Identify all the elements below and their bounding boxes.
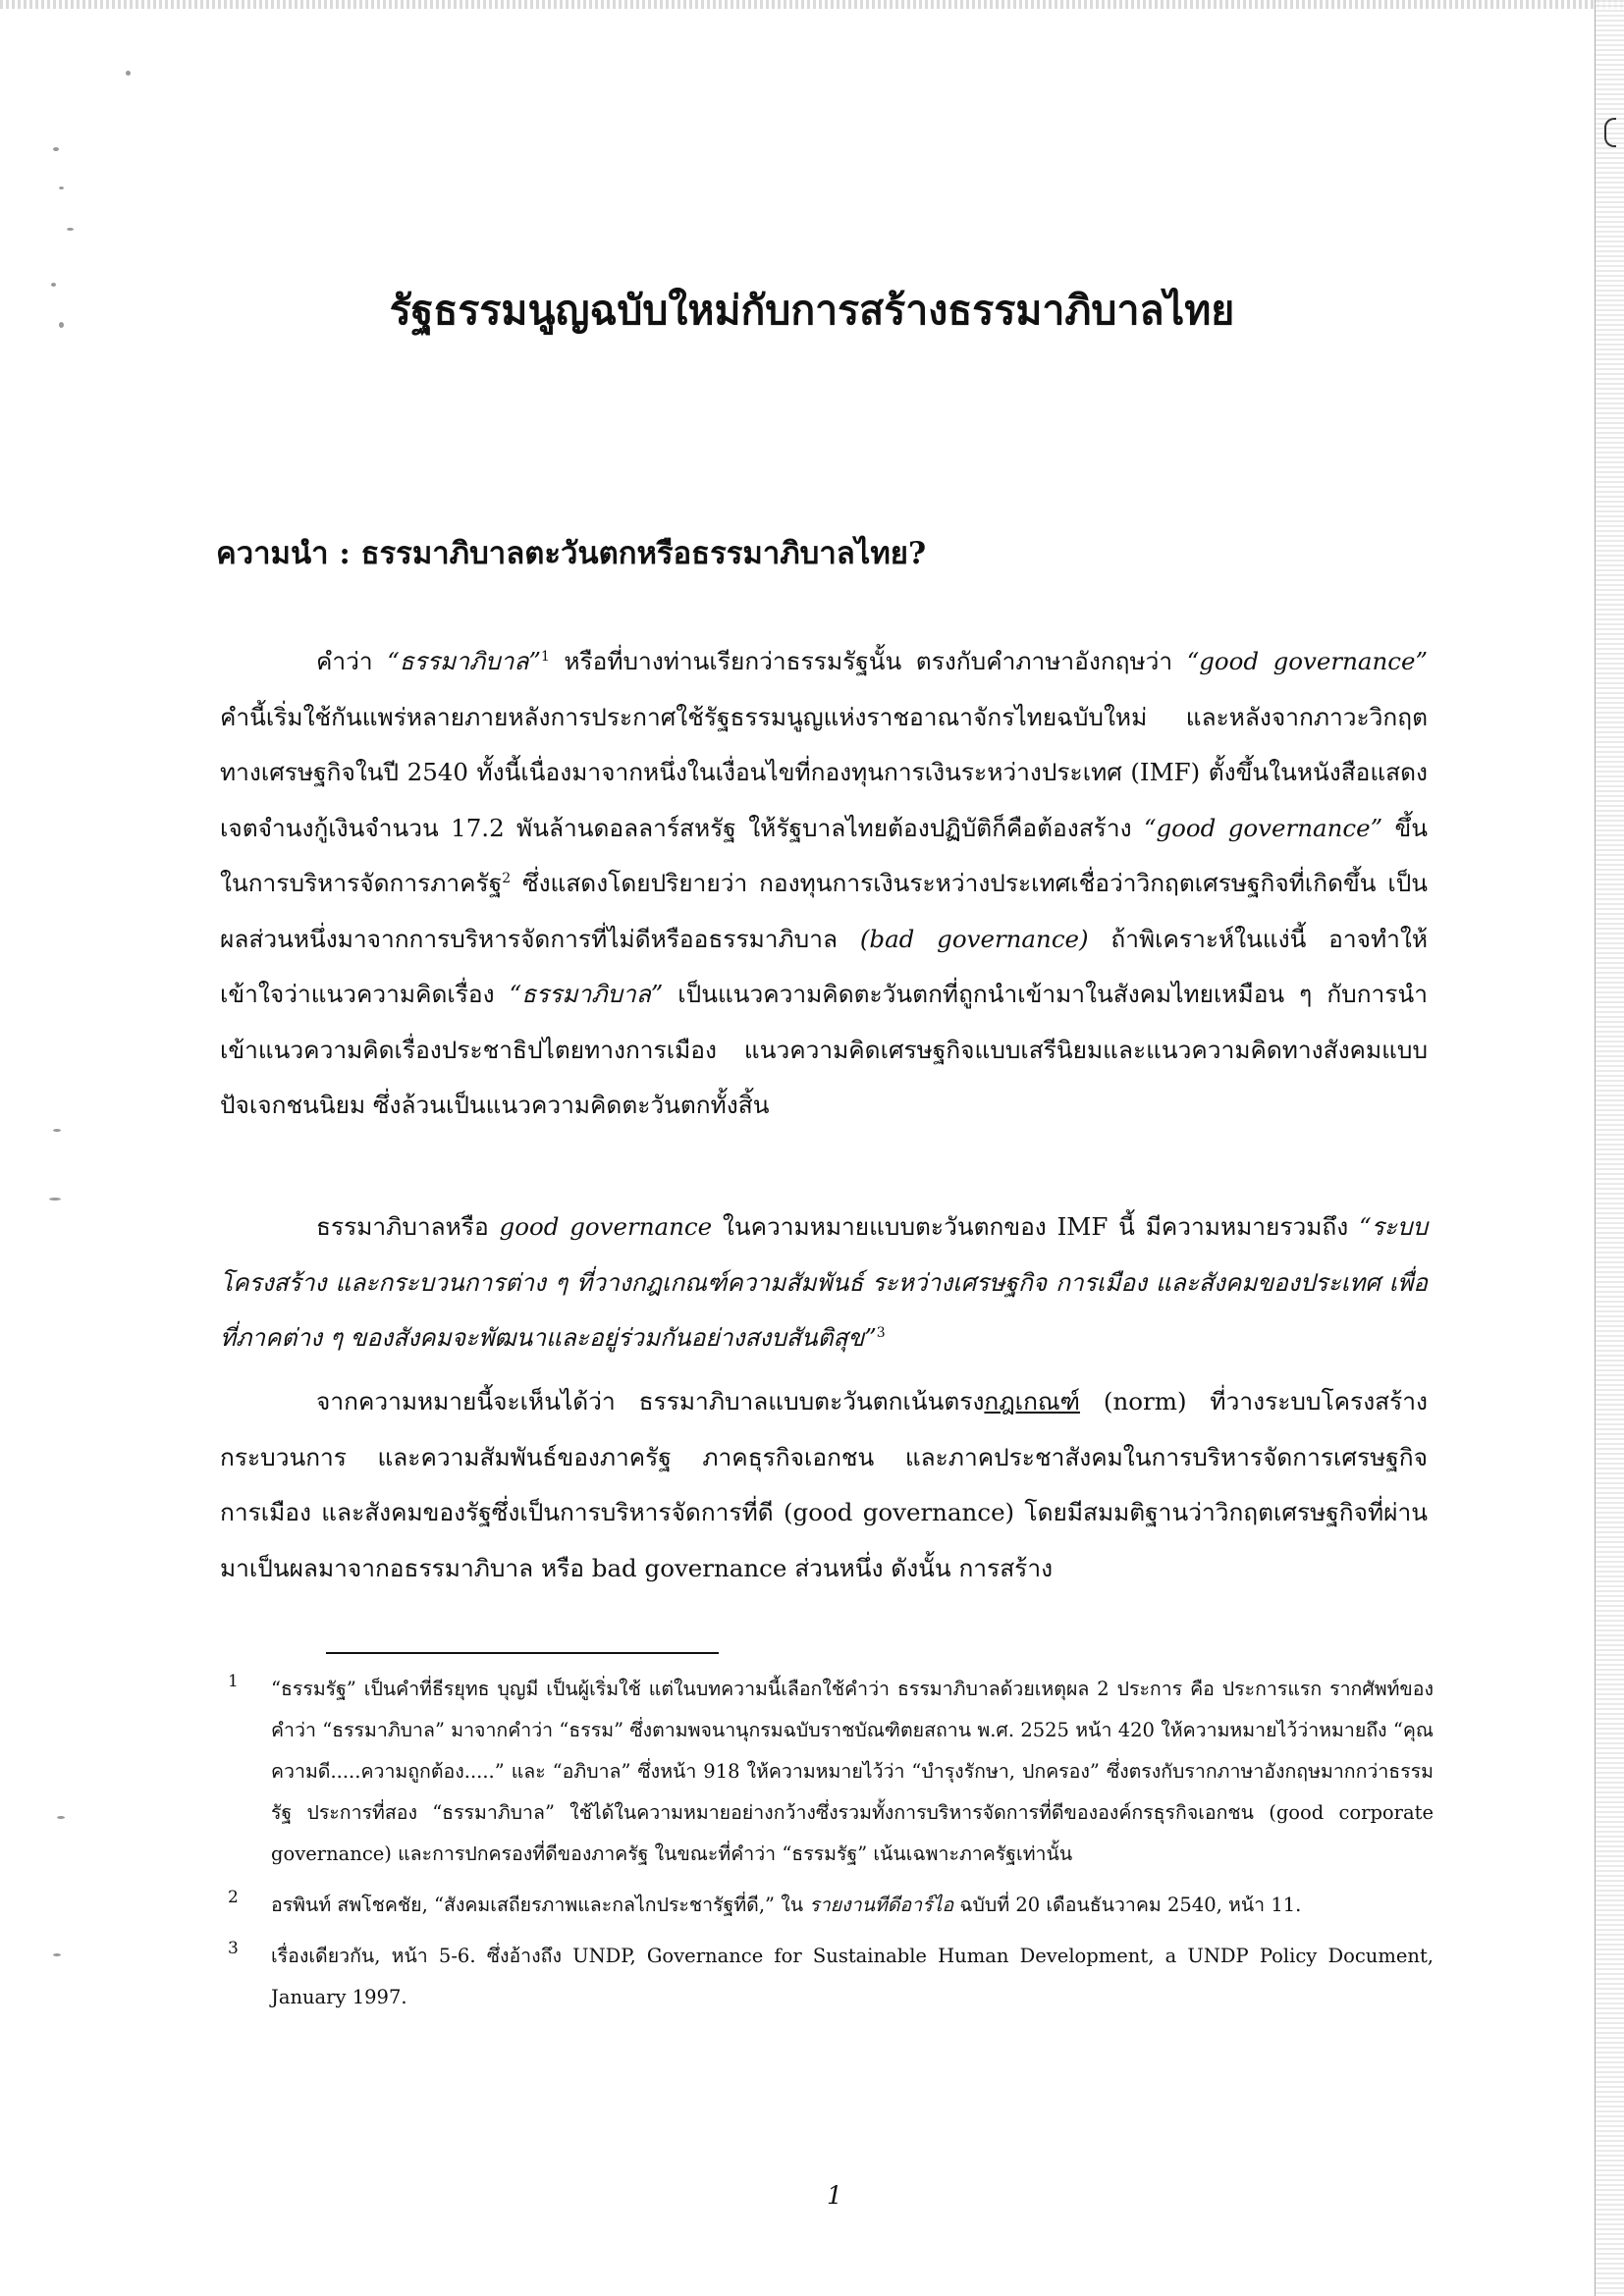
footnote-divider	[326, 1652, 719, 1654]
footnote: 3 เรื่องเดียวกัน, หน้า 5-6. ซึ่งอ้างถึง UNDP, Governance for Sustainable Human Development, a UNDP Policy Document, January 1997.	[228, 1936, 1434, 2018]
scan-speck	[53, 1953, 61, 1956]
footnote-number: 1	[228, 1672, 239, 1691]
scan-speck	[53, 147, 59, 151]
footnote: 1 “ธรรมรัฐ” เป็นคำที่ธีรยุทธ บุญมี เป็นผู้เริ่มใช้ แต่ในบทความนี้เลือกใช้คำว่า ธรรมาภิบาลด้วยเหตุผล 2 ประการ คือ ประการแรก รากศัพท์ของคำว่า “ธรรมาภิบาล” มาจากคำว่า “ธรรม” ซึ่งตามพจนานุกรมฉบับราชบัณฑิตยสถาน พ.ศ. 2525 หน้า 420 ให้ความหมายไว้ว่าหมายถึง “คุณความดี.....ความถูกต้อง.....” และ “อภิบาล” ซึ่งหน้า 918 ให้ความหมายไว้ว่า “บำรุงรักษา, ปกครอง” ซึ่งตรงกับรากภาษาอังกฤษมากกว่าธรรมรัฐ ประการที่สอง “ธรรมาภิบาล” ใช้ได้ในความหมายอย่างกว้างซึ่งรวมทั้งการบริหารจัดการที่ดีขององค์กรธุรกิจเอกชน (good corporate governance) และการปกครองที่ดีของภาครัฐ ในขณะที่คำว่า “ธรรมรัฐ” เน้นเฉพาะภาครัฐเท่านั้น	[228, 1669, 1434, 1875]
footnote: 2 อรพินท์ สพโชคชัย, “สังคมเสถียรภาพและกลไกประชารัฐที่ดี,” ใน รายงานทีดีอาร์ไอ ฉบับที่ 20 เดือนธันวาคม 2540, หน้า 11.	[228, 1885, 1434, 1926]
scan-top-edge	[0, 0, 1624, 9]
scan-speck	[59, 187, 64, 189]
body-text	[220, 1200, 1428, 1366]
footnote-ref: 1	[540, 648, 550, 665]
paragraph-2: ธรรมาภิบาลหรือ good governance ในความหมายแบบตะวันตกของ IMF นี้ มีความหมายรวมถึง “ระบบ โครงสร้าง และกระบวนการต่าง ๆ ที่วางกฎเกณฑ์ความสัมพันธ์ ระหว่างเศรษฐกิจ การเมือง และสังคมของประเทศ เพื่อที่ภาคต่าง ๆ ของสังคมจะพัฒนาและอยู่ร่วมกันอย่างสงบสันติสุข”$^3$	[220, 1212, 1429, 1352]
page-number: 1	[827, 2181, 842, 2210]
scan-speck	[49, 1198, 61, 1201]
paragraph-3: จากความหมายนี้จะเห็นได้ว่า ธรรมาภิบาลแบบตะวันตกเน้นตรงกฎเกณฑ์ (norm) ที่วางระบบโครงสร้าง กระบวนการ และความสัมพันธ์ของภาครัฐ ภาคธุรกิจเอกชน และภาคประชาสังคมในการบริหารจัดการเศรษฐกิจ การเมือง และสังคมของรัฐซึ่งเป็นการบริหารจัดการที่ดี (good governance) โดยมีสมมติฐานว่าวิกฤตเศรษฐกิจที่ผ่านมาเป็นผลมาจากอธรรมาภิบาล หรือ bad governance ส่วนหนึ่ง ดังนั้น การสร้าง	[220, 1387, 1428, 1582]
binding-mark-icon	[1604, 118, 1616, 147]
footnote-number: 3	[228, 1939, 239, 1958]
scan-speck	[59, 322, 64, 328]
scan-speck	[126, 71, 131, 76]
body-text	[220, 1374, 1428, 1596]
document-title: รัฐธรรมนูญฉบับใหม่กับการสร้างธรรมาภิบาลไทย	[389, 287, 1235, 334]
paragraph-1: คำว่า “ธรรมาภิบาล”$^1$ หรือที่บางท่านเรียกว่าธรรมรัฐนั้น ตรงกับคำภาษาอังกฤษว่า “good governance” คำนี้เริ่มใช้กันแพร่หลายภายหลังการประกาศใช้รัฐธรรมนูญแห่งราชอาณาจักรไทยฉบับใหม่ และหลังจากภาวะวิกฤตทางเศรษฐกิจในปี 2540 ทั้งนี้เนื่องมาจากหนึ่งในเงื่อนไขที่กองทุนการเงินระหว่างประเทศ (IMF) ตั้งขึ้นในหนังสือแสดงเจตจำนงกู้เงินจำนวน 17.2 พันล้านดอลลาร์สหรัฐ ให้รัฐบาลไทยต้องปฏิบัติก็คือต้องสร้าง “good governance” ขึ้นในการบริหารจัดการภาครัฐ$^2$ ซึ่งแสดงโดยปริยายว่า กองทุนการเงินระหว่างประเทศเชื่อว่าวิกฤตเศรษฐกิจที่เกิดขึ้น เป็นผลส่วนหนึ่งมาจากการบริหารจัดการที่ไม่ดีหรืออธรรมาภิบาล (bad governance) ถ้าพิเคราะห์ในแง่นี้ อาจทำให้เข้าใจว่าแนวความคิดเรื่อง “ธรรมาภิบาล” เป็นแนวความคิดตะวันตกที่ถูกนำเข้ามาในสังคมไทยเหมือน ๆ กับการนำเข้าแนวความคิดเรื่องประชาธิปไตยทางการเมือง แนวความคิดเศรษฐกิจแบบเสรีนิยมและแนวความคิดทางสังคมแบบปัจเจกชนนิยม ซึ่งล้วนเป็นแนวความคิดตะวันตกทั้งสิ้น	[220, 647, 1429, 1119]
footnote-ref: 2	[502, 870, 512, 886]
footnotes	[228, 1669, 1434, 2028]
footnote-ref: 3	[876, 1324, 886, 1341]
scan-speck	[53, 1129, 61, 1132]
scan-speck	[57, 1816, 65, 1819]
section-heading: ความนำ : ธรรมาภิบาลตะวันตกหรือธรรมาภิบาลไทย?	[216, 536, 927, 571]
scan-speck	[67, 228, 74, 231]
body-text	[220, 634, 1428, 1134]
scan-speck	[51, 283, 56, 287]
scan-right-edge	[1595, 0, 1624, 2296]
footnote-number: 2	[228, 1888, 239, 1907]
